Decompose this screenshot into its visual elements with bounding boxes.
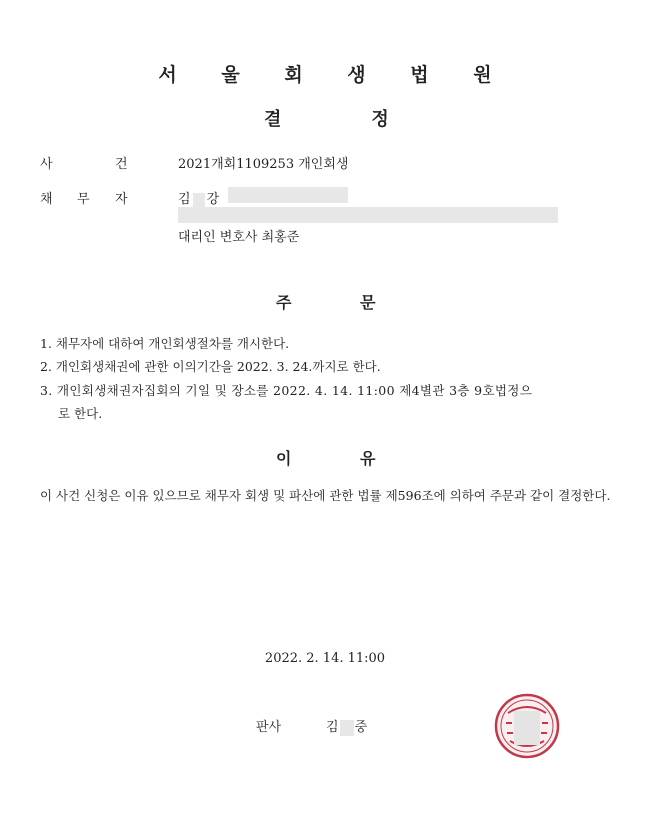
decision-title <box>264 105 389 131</box>
seal-redaction <box>514 711 540 745</box>
judge-label: 판사 <box>256 720 282 735</box>
judge-name-redaction <box>340 720 354 736</box>
debtor-name-part1: 김 <box>178 192 191 207</box>
debtor-name-redaction <box>193 193 205 207</box>
decision-title-part2: 정 <box>371 109 389 130</box>
order-heading-part1: 주 <box>276 293 292 312</box>
reason-heading <box>276 446 376 469</box>
court-seal <box>494 693 560 759</box>
judge-name <box>326 716 367 736</box>
case-label-2: 건 <box>115 157 128 172</box>
decision-title-part1: 결 <box>264 109 282 130</box>
case-label <box>40 153 128 172</box>
order-item-1: 1. 채무자에 대하여 개인회생절차를 개시한다. <box>40 336 290 351</box>
reason-heading-part2: 유 <box>360 449 376 468</box>
judge-name-part1: 김 <box>326 720 339 735</box>
reason-heading-part1: 이 <box>276 449 292 468</box>
court-name: 서 울 회 생 법 원 <box>158 64 511 86</box>
decision-date: 2022. 2. 14. 11:00 <box>264 651 386 666</box>
order-item-3: 3. 개인회생채권자집회의 기일 및 장소를 2022. 4. 14. 11:00 제4별관 3층 9호법정으 <box>40 383 533 398</box>
order-item-3-continued: 로 한다. <box>58 406 103 421</box>
debtor-id-redaction <box>228 187 348 203</box>
order-item-2: 2. 개인회생채권에 관한 이의기간을 2022. 3. 24.까지로 한다. <box>40 359 381 374</box>
judge-name-part2: 중 <box>354 720 368 735</box>
debtor-label-2: 무 <box>77 192 90 207</box>
debtor-name <box>178 188 219 207</box>
case-number: 2021개회1109253 개인회생 <box>178 157 349 172</box>
debtor-address-redaction <box>178 207 558 223</box>
debtor-label-3: 자 <box>115 192 128 207</box>
debtor-name-part2: 강 <box>206 192 220 207</box>
reason-text: 이 사건 신청은 이유 있으므로 채무자 회생 및 파산에 관한 법률 제596조에 의하여 주문과 같이 결정한다. <box>40 488 611 503</box>
order-heading-part2: 문 <box>360 293 376 312</box>
order-heading <box>276 290 376 313</box>
attorney-line: 대리인 변호사 최홍준 <box>178 230 300 245</box>
debtor-label-1: 채 <box>40 192 53 207</box>
case-label-1: 사 <box>40 157 53 172</box>
